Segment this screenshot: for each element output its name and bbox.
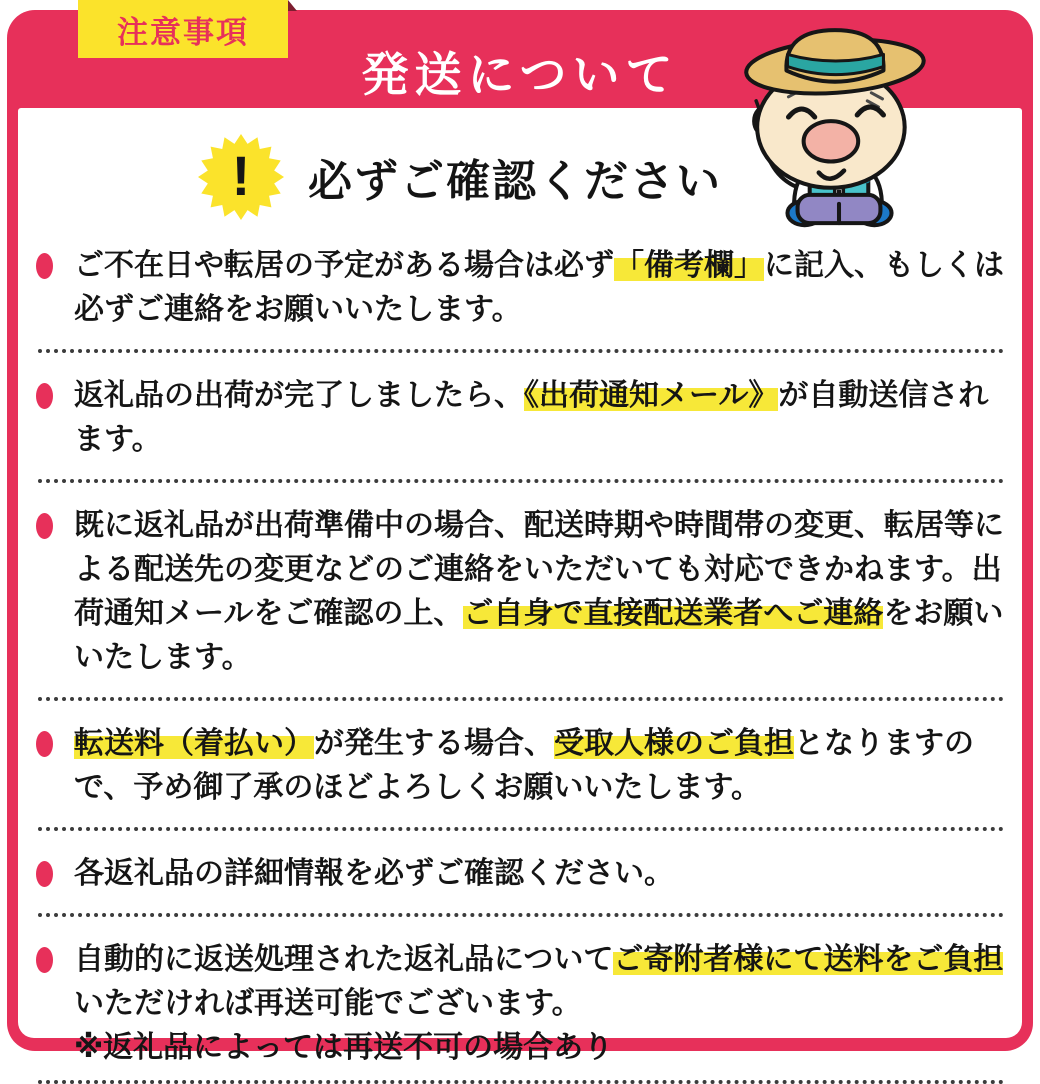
bullet-dot-icon — [36, 731, 53, 757]
text-segment: に記入、もしくは必ずご連絡をお願いいたします。 — [74, 249, 1004, 326]
notice-item — [34, 374, 1008, 462]
notice-item — [34, 504, 1008, 680]
text-segment: となりますので、予め御了承のほどよろしくお願いいたします。 — [74, 727, 974, 804]
text-segment: ご不在日や転居の予定がある場合は必ず — [74, 249, 614, 282]
dotted-divider — [38, 1080, 1004, 1084]
text-segment: をお願いいたします。 — [74, 597, 1004, 674]
notice-item — [34, 244, 1008, 332]
text-segment: が発生する場合、 — [314, 727, 554, 760]
badge-fold-corner — [288, 0, 297, 11]
text-segment: 自動的に返送処理された返礼品について — [74, 943, 614, 976]
highlighted-text: 「備考欄」 — [614, 249, 764, 282]
highlighted-text: ご寄附者様にて送料をご負担 — [613, 943, 1004, 976]
notice-list — [18, 244, 1022, 1084]
text-segment: いただければ再送可能でございます。 — [74, 987, 582, 1020]
text-segment: 返礼品の出荷が完了しましたら、 — [74, 379, 524, 412]
bullet-dot-icon — [36, 383, 53, 409]
notice-item — [34, 722, 1008, 810]
bullet-dot-icon — [36, 861, 53, 887]
dotted-divider — [38, 697, 1004, 701]
dotted-divider — [38, 827, 1004, 831]
dotted-divider — [38, 349, 1004, 353]
notice-body — [18, 108, 1022, 1064]
bullet-dot-icon — [36, 513, 53, 539]
notice-item — [34, 938, 1008, 1070]
notice-item — [34, 852, 1008, 896]
dotted-divider — [38, 913, 1004, 917]
caution-badge-label: 注意事項 — [117, 14, 249, 50]
text-segment: ※返礼品によっては再送不可の場合あり — [74, 1031, 614, 1064]
highlighted-text: 転送料（着払い） — [74, 727, 314, 760]
exclamation-glyph: ! — [231, 143, 251, 207]
warning-heading-label: 必ずご確認ください — [308, 157, 722, 206]
highlighted-text: ご自身で直接配送業者へご連絡 — [463, 597, 884, 630]
highlighted-text: 《出荷通知メール》 — [524, 379, 779, 412]
highlighted-text: 受取人様のご負担 — [554, 727, 794, 760]
bullet-dot-icon — [36, 253, 53, 279]
page-title: 発送について — [361, 48, 679, 101]
caution-badge — [78, 0, 288, 58]
farmer-mascot-illustration — [742, 16, 934, 230]
alert-burst-icon — [198, 134, 284, 220]
bullet-dot-icon — [36, 947, 53, 973]
dotted-divider — [38, 479, 1004, 483]
text-segment: 既に返礼品が出荷準備中の場合、配送時期や時間帯の変更、転居等による配送先の変更などのご連絡をいただいても対応できかねます。出荷通知メールをご確認の上、 — [74, 509, 1004, 630]
text-segment: 各返礼品の詳細情報を必ずご確認ください。 — [74, 857, 674, 890]
text-segment: が自動送信されます。 — [74, 379, 989, 456]
